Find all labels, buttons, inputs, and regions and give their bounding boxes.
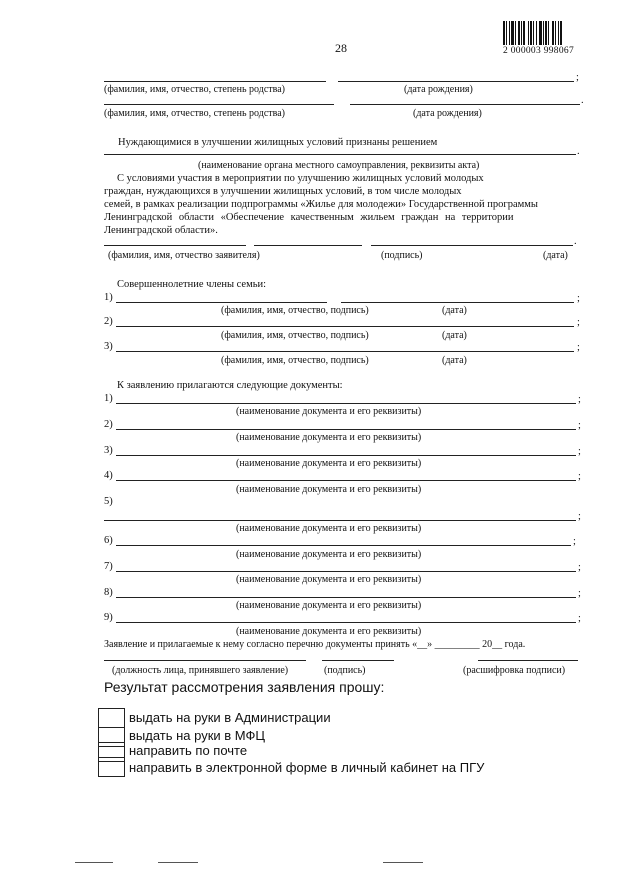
family-end-2: . (581, 95, 584, 106)
footer-dash-2 (158, 862, 198, 863)
doc-num-5: 5) (104, 496, 113, 507)
doc-num-7: 7) (104, 561, 113, 572)
doc-line-5[interactable] (104, 520, 576, 521)
result-heading: Результат рассмотрения заявления прошу: (104, 679, 385, 695)
family-name-caption-2: (фамилия, имя, отчество, степень родства) (104, 108, 285, 119)
adult-name-line-2[interactable] (116, 326, 574, 327)
doc-end-9: ; (578, 613, 581, 624)
family-name-caption-1: (фамилия, имя, отчество, степень родства) (104, 84, 285, 95)
option-label-4: направить в электронной форме в личный кабинет на ПГУ (129, 760, 485, 775)
accepted-decode-line[interactable] (478, 660, 578, 661)
applicant-name-line[interactable] (104, 245, 246, 246)
consent-line-5: Ленинградской области». (104, 225, 218, 236)
option-label-3: направить по почте (129, 743, 248, 758)
doc-caption-5: (наименование документа и его реквизиты) (236, 523, 422, 534)
page-number: 28 (335, 41, 347, 55)
accepted-text: Заявление и прилагаемые к нему согласно перечню документы принять «__» _________ 20__ года. (104, 639, 526, 650)
doc-end-3: ; (578, 446, 581, 457)
family-end-1: ; (576, 72, 579, 83)
applicant-name-caption: (фамилия, имя, отчество заявителя) (108, 250, 260, 261)
needy-end: . (577, 146, 580, 157)
doc-end-6: ; (573, 536, 576, 547)
option-checkbox-4[interactable] (98, 757, 125, 777)
doc-caption-6: (наименование документа и его реквизиты) (236, 549, 422, 560)
adult-caption-2: (фамилия, имя, отчество, подпись) (221, 330, 369, 341)
adult-name-line-1[interactable] (116, 302, 327, 303)
doc-caption-1: (наименование документа и его реквизиты) (236, 406, 422, 417)
adult-num-2: 2) (104, 316, 113, 327)
doc-caption-8: (наименование документа и его реквизиты) (236, 600, 422, 611)
doc-num-6: 6) (104, 535, 113, 546)
doc-line-3[interactable] (116, 455, 576, 456)
doc-num-3: 3) (104, 445, 113, 456)
footer-dash-3 (383, 862, 423, 863)
option-label-1: выдать на руки в Администрации (129, 710, 331, 725)
consent-line-2: граждан, нуждающихся в улучшении жилищных условий, в том числе молодых (104, 186, 462, 197)
doc-num-1: 1) (104, 393, 113, 404)
doc-num-8: 8) (104, 587, 113, 598)
family-name-line-1[interactable] (104, 81, 326, 82)
barcode-image (503, 21, 582, 45)
doc-caption-9: (наименование документа и его реквизиты) (236, 626, 422, 637)
adult-caption-1: (фамилия, имя, отчество, подпись) (221, 305, 369, 316)
family-date-line-1[interactable] (338, 81, 574, 82)
adult-end-1: ; (577, 293, 580, 304)
family-date-caption-2: (дата рождения) (413, 108, 482, 119)
doc-num-2: 2) (104, 419, 113, 430)
doc-end-5: ; (578, 511, 581, 522)
doc-line-6[interactable] (116, 545, 571, 546)
adult-num-3: 3) (104, 341, 113, 352)
doc-caption-3: (наименование документа и его реквизиты) (236, 458, 422, 469)
doc-num-4: 4) (104, 470, 113, 481)
needy-caption: (наименование органа местного самоуправления, реквизиты акта) (198, 160, 480, 171)
needy-text: Нуждающимися в улучшении жилищных условий признаны решением (118, 137, 438, 148)
doc-line-4[interactable] (116, 480, 576, 481)
adult-end-3: ; (577, 342, 580, 353)
footer-dash-1 (75, 862, 113, 863)
consent-line-3: семей, в рамках реализации подпрограммы «Жилье для молодежи» Государственной программы (104, 199, 538, 210)
doc-end-8: ; (578, 588, 581, 599)
doc-line-1[interactable] (116, 403, 576, 404)
accepted-position-caption: (должность лица, принявшего заявление) (112, 665, 289, 676)
adult-date-caption-1: (дата) (442, 305, 467, 316)
doc-end-4: ; (578, 471, 581, 482)
barcode-number: 2 000003 998067 (503, 46, 574, 56)
adult-caption-3: (фамилия, имя, отчество, подпись) (221, 355, 369, 366)
adult-name-line-3[interactable] (116, 351, 574, 352)
needy-line[interactable] (104, 154, 576, 155)
accepted-position-line[interactable] (104, 660, 306, 661)
doc-num-9: 9) (104, 612, 113, 623)
doc-line-9[interactable] (116, 622, 576, 623)
applicant-sign-caption: (подпись) (381, 250, 423, 261)
doc-line-7[interactable] (116, 571, 576, 572)
applicant-sign-line[interactable] (254, 245, 362, 246)
doc-line-2[interactable] (116, 429, 576, 430)
family-date-line-2[interactable] (350, 104, 580, 105)
applicant-date-caption: (дата) (543, 250, 568, 261)
consent-line-1: С условиями участия в мероприятии по улучшению жилищных условий молодых (117, 173, 484, 184)
doc-caption-2: (наименование документа и его реквизиты) (236, 432, 422, 443)
family-name-line-2[interactable] (104, 104, 334, 105)
consent-end: . (574, 236, 577, 247)
adult-num-1: 1) (104, 292, 113, 303)
accepted-sign-line[interactable] (322, 660, 394, 661)
doc-end-1: ; (578, 394, 581, 405)
documents-heading: К заявлению прилагаются следующие документы: (117, 380, 343, 391)
doc-end-2: ; (578, 420, 581, 431)
doc-line-8[interactable] (116, 597, 576, 598)
option-label-2: выдать на руки в МФЦ (129, 728, 265, 743)
family-date-caption-1: (дата рождения) (404, 84, 473, 95)
adult-end-2: ; (577, 317, 580, 328)
adult-date-line-1[interactable] (341, 302, 574, 303)
adult-date-caption-2: (дата) (442, 330, 467, 341)
applicant-date-line[interactable] (371, 245, 573, 246)
option-checkbox-1[interactable] (98, 708, 125, 728)
accepted-decode-caption: (расшифровка подписи) (463, 665, 566, 676)
doc-end-7: ; (578, 562, 581, 573)
doc-caption-7: (наименование документа и его реквизиты) (236, 574, 422, 585)
adults-heading: Совершеннолетние члены семьи: (117, 279, 267, 290)
adult-date-caption-3: (дата) (442, 355, 467, 366)
consent-line-4: Ленинградской области «Обеспечение качественным жильем граждан на территории (104, 212, 514, 223)
accepted-sign-caption: (подпись) (324, 665, 366, 676)
doc-caption-4: (наименование документа и его реквизиты) (236, 484, 422, 495)
